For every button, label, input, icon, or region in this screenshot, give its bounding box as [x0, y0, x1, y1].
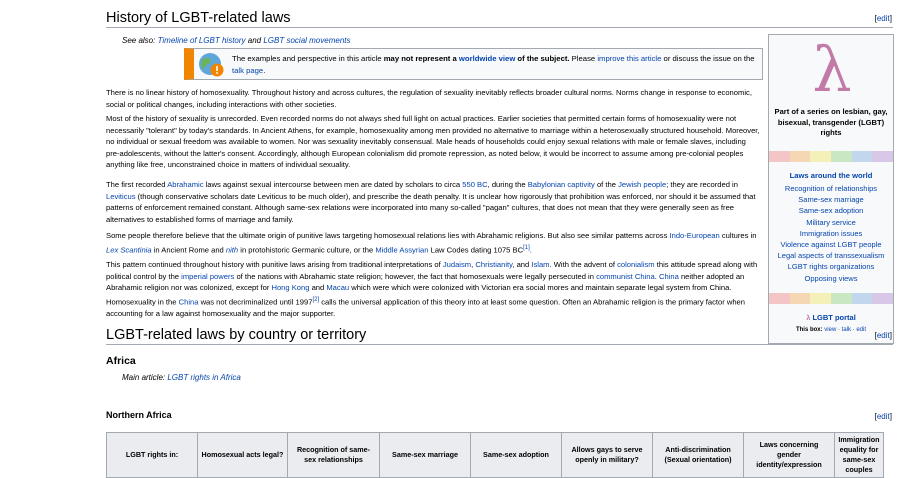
link-lgbt-social-movements[interactable]: LGBT social movements	[263, 36, 351, 45]
edit-label[interactable]: edit	[876, 14, 890, 23]
link-hong-kong[interactable]: Hong Kong	[271, 283, 310, 293]
p5-text: this attitude spread along with political control by the	[106, 260, 758, 281]
portal-lambda-icon: λ	[806, 313, 811, 322]
see-also-and: and	[245, 36, 264, 45]
notice-text-4: .	[263, 66, 266, 75]
link-jewish-people[interactable]: Jewish people	[618, 180, 667, 189]
p5-text: which were which were colonized with Victorian era social mores and maintain separate legal system from China. Homosexuality in the	[106, 283, 732, 307]
link-imperial-powers[interactable]: imperial powers	[181, 271, 235, 281]
main-article-hatnote	[122, 373, 241, 382]
link-middle-assyrian[interactable]: Middle Assyrian	[375, 245, 429, 255]
sidebar-item-same-sex-adoption[interactable]: Same-sex adoption	[798, 206, 864, 216]
navbox-talk-link[interactable]: talk	[841, 327, 851, 333]
p5-text: neither adopted an Abrahamic religion nor was colonized, except for	[106, 271, 745, 293]
p5-text: was not decriminalized until 1997	[198, 297, 313, 307]
p4-text: in protohistoric Germanic culture, or the	[238, 245, 376, 255]
link-communist-china[interactable]: communist China	[596, 271, 655, 281]
sidebar-title: Part of a series on lesbian, gay, bisexual, transgender (LGBT) rights	[774, 107, 888, 137]
lgbt-portal-link[interactable]	[769, 313, 893, 322]
column-header: Anti-discrimination (Sexual orientation)	[653, 433, 744, 478]
link-lex-scantinia[interactable]: Lex Scantinia	[106, 245, 152, 255]
p3-text: , during the	[487, 180, 528, 189]
p4-text: Some people therefore believe that the ultimate origin of punitive laws targeting homosexual relations lies with Abrahamic religions. But also see similar patterns across	[106, 231, 670, 240]
navbox-prefix: This box:	[795, 327, 825, 333]
column-header: Recognition of same-sex relationships	[288, 433, 380, 478]
link-worldwide-view[interactable]: worldwide view	[458, 54, 516, 63]
paragraph-1: There is no linear history of homosexuality. Throughout history and across cultures, the regulation of sexuality inevitably reflects broader cultural norms. Norms change in response to economic, social or political changes, including interactions with other societies.	[106, 88, 752, 109]
sidebar-list	[769, 183, 893, 284]
column-header: Immigration equality for same-sex couples	[835, 433, 884, 478]
link-nith[interactable]: nith	[225, 245, 239, 255]
p5-text: of the nations with Abrahamic state religion; however, the fact that homosexuals were legally persecuted in	[234, 271, 597, 281]
column-header: Homosexual acts legal?	[198, 433, 288, 478]
rainbow-band	[810, 151, 831, 162]
p5-text: This pattern continued throughout history with punitive laws arising from traditional interpretations of	[106, 260, 443, 269]
p5-text: calls the universal application of this theory into at least some question. Often an Abrahamic religion is the primary factor when accounting for a law against homosexuality and the major supporter.	[106, 297, 746, 318]
sidebar-item-immigration[interactable]: Immigration issues	[799, 228, 863, 238]
rainbow-stripe-top	[769, 151, 893, 162]
link-macau[interactable]: Macau	[326, 283, 350, 293]
sidebar-heading-laws[interactable]: Laws around the world	[789, 171, 873, 180]
navbox-view-link[interactable]: view	[824, 327, 837, 333]
edit-label[interactable]: edit	[876, 331, 890, 340]
edit-link-laws-by-country[interactable]: [edit]	[874, 331, 892, 340]
p5-text: .	[654, 271, 659, 281]
sidebar-item-military-service[interactable]: Military service	[806, 217, 856, 227]
navbox-sep: ·	[836, 327, 842, 333]
p5-text: and	[309, 283, 327, 293]
link-china-2[interactable]: China	[178, 297, 199, 307]
paragraph-5	[106, 259, 761, 320]
p3-text: (though conservative scholars date Leviticus to be much older), and prescribe the death penalty. It is unclear how rigorously that prohibition was enforced, nor should it be assumed that patterns of enforcement remained constant. Although same-sex relations were incorporated into many so-called "pagan" cultures, that does not mean that they were generally seen as free alternatives to established forms of marriage and family.	[106, 191, 756, 224]
link-leviticus[interactable]: Leviticus	[106, 191, 136, 201]
rainbow-band	[872, 151, 893, 162]
column-header: Allows gays to serve openly in military?	[562, 433, 653, 478]
edit-link-history[interactable]: [edit]	[874, 14, 892, 23]
p4-text: in Ancient Rome and	[151, 245, 226, 255]
rainbow-band	[852, 151, 873, 162]
rainbow-band	[790, 151, 811, 162]
sidebar-item-organizations[interactable]: LGBT rights organizations	[787, 262, 875, 272]
rainbow-band	[769, 293, 790, 304]
navbox-sep: ·	[851, 327, 857, 333]
paragraph-3	[106, 179, 761, 225]
navbox-edit-link[interactable]: edit	[856, 327, 867, 333]
table-header-row	[107, 433, 884, 478]
notice-text	[232, 53, 762, 77]
section-heading-africa: Africa	[106, 355, 136, 367]
notice-text-3: or discuss the issue on the	[661, 54, 755, 63]
citation-1[interactable]: [1]	[523, 244, 530, 251]
lambda-symbol-icon: λ	[812, 33, 852, 106]
p5-text: ,	[471, 260, 476, 269]
notice-text-bold: may not represent a	[383, 54, 459, 63]
notice-text-1: The examples and perspective in this article	[232, 54, 384, 63]
edit-link-northern-africa[interactable]: [edit]	[874, 412, 892, 421]
section-heading-northern-africa: Northern Africa	[106, 410, 172, 420]
worldwide-view-notice	[184, 48, 763, 80]
rainbow-band	[872, 293, 893, 304]
column-header: Same-sex marriage	[380, 433, 471, 478]
rainbow-band	[810, 293, 831, 304]
column-header: LGBT rights in:	[107, 433, 198, 478]
notice-text-2: Please	[569, 54, 598, 63]
rainbow-band	[831, 293, 852, 304]
see-also-hatnote	[122, 36, 350, 45]
notice-text-bold-2: of the subject.	[515, 54, 570, 63]
link-colonialism[interactable]: colonialism	[617, 260, 655, 269]
link-talk-page[interactable]: talk page	[232, 66, 264, 75]
p3-text: of the	[594, 180, 619, 189]
sidebar-item-transsexualism[interactable]: Legal aspects of transsexualism	[777, 251, 885, 261]
northern-africa-table	[106, 432, 884, 478]
link-babylonian-captivity[interactable]: Babylonian captivity	[527, 180, 595, 189]
rainbow-band	[852, 293, 873, 304]
p4-text: cultures in	[719, 231, 757, 240]
sidebar-item-violence[interactable]: Violence against LGBT people	[780, 240, 882, 250]
see-also-prefix: See also:	[122, 36, 158, 45]
link-christianity[interactable]: Christianity	[475, 260, 513, 269]
portal-label[interactable]: LGBT portal	[812, 313, 856, 322]
citation-2[interactable]: [2]	[312, 296, 320, 303]
p5-text: . With the advent of	[549, 260, 618, 269]
globe-warning-icon	[198, 52, 224, 78]
rainbow-band	[790, 293, 811, 304]
sidebar-item-same-sex-marriage[interactable]: Same-sex marriage	[798, 195, 864, 205]
lgbt-rights-sidebar	[768, 34, 894, 344]
edit-label[interactable]: edit	[876, 412, 890, 421]
column-header: Same-sex adoption	[471, 433, 562, 478]
p3-text: ; they are recorded in	[666, 180, 738, 189]
link-abrahamic[interactable]: Abrahamic	[167, 180, 204, 189]
paragraph-4	[106, 230, 761, 256]
p5-text: , and	[512, 260, 532, 269]
link-550-bc[interactable]: 550 BC	[462, 180, 488, 189]
p3-text: laws against sexual intercourse between men are dated by scholars to circa	[203, 180, 463, 189]
sidebar-item-recognition[interactable]: Recognition of relationships	[784, 184, 878, 193]
column-header: Laws concerning gender identity/expression	[744, 433, 835, 478]
main-article-prefix: Main article:	[122, 373, 168, 382]
sidebar-item-opposing-views[interactable]: Opposing views	[804, 273, 858, 283]
link-islam[interactable]: Islam	[531, 260, 550, 269]
link-lgbt-rights-africa[interactable]: LGBT rights in Africa	[167, 373, 241, 382]
section-heading-history: History of LGBT-related laws	[106, 10, 291, 26]
link-china[interactable]: China	[658, 271, 679, 281]
rainbow-band	[831, 151, 852, 162]
section-heading-laws-by-country: LGBT-related laws by country or territory	[106, 327, 367, 343]
rainbow-stripe-bottom	[769, 293, 893, 304]
heading-divider	[106, 344, 893, 345]
link-judaism[interactable]: Judaism	[442, 260, 472, 269]
p3-text: The first recorded	[106, 180, 168, 189]
link-improve-article[interactable]: improve this article	[597, 54, 662, 63]
p4-text: Law Codes dating 1075 BC	[428, 245, 524, 255]
heading-divider	[106, 27, 893, 28]
paragraph-2: Most of the history of sexuality is unrecorded. Even recorded norms do not always shed full light on actual practices. Earlier societies that permitted certain forms of homosexuality were not necessarily "tolerant" by today's standards. In Ancient Athens, for example, homosexuality among men provided no alternative to marriage within a heterosexually structured household. Moreover, no individual or sexual freedom was available to women. Nor was sexuality inevitably consensual. Male heads of households could enjoy sexual relations with male or female slaves, including pre-adolescents, without the latter's consent. Accordingly, although European colonialism did promote repression, as noted below, it would be incorrect to assume among pre-colonial peoples anything like free, unconstrained choice in matters of individual sexuality.	[106, 114, 760, 170]
link-indo-european[interactable]: Indo-European	[669, 231, 720, 240]
link-timeline-lgbt-history[interactable]: Timeline of LGBT history	[157, 36, 246, 45]
p4-text: .	[529, 245, 532, 255]
rainbow-band	[769, 151, 790, 162]
